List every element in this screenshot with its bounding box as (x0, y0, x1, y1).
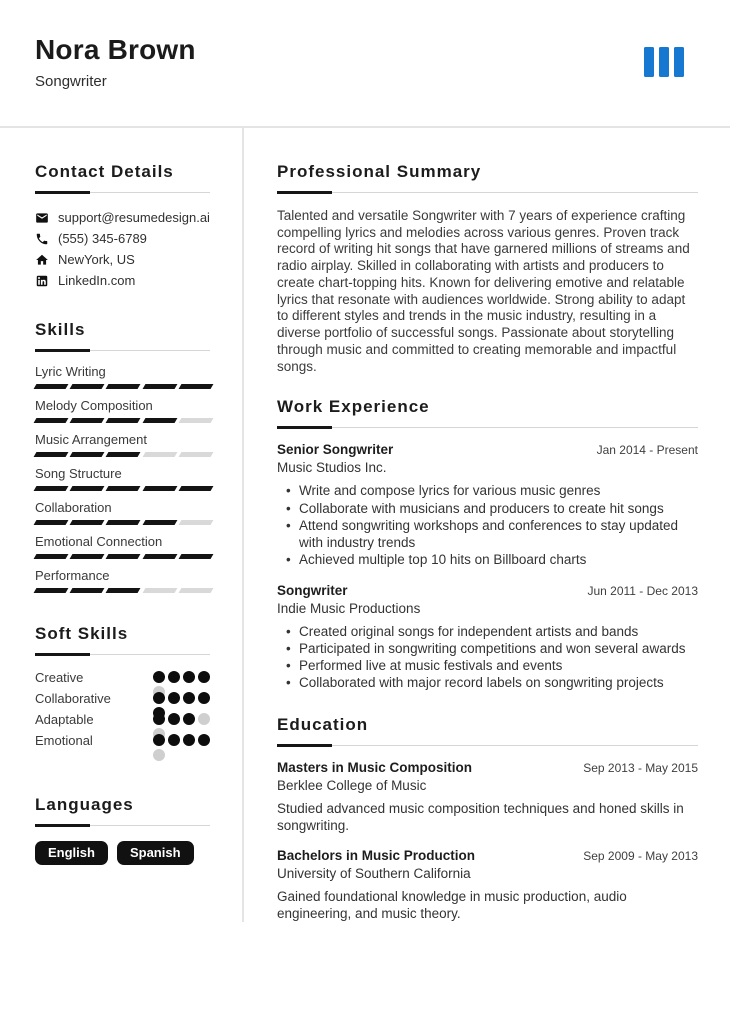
contact-heading: Contact Details (35, 162, 174, 181)
education-entry (277, 760, 698, 834)
language-badge: English (35, 841, 108, 865)
soft-skill-name: Creative (35, 670, 84, 685)
dot-filled (153, 713, 165, 725)
contact-text: LinkedIn.com (58, 273, 136, 288)
heading-rule (277, 424, 698, 428)
section-summary (277, 162, 698, 375)
dot-filled (153, 671, 165, 683)
contact-text: NewYork, US (58, 252, 135, 267)
soft-skill-item (35, 688, 210, 709)
skills-heading: Skills (35, 320, 86, 339)
job-title: Songwriter (277, 582, 348, 598)
degree-title: Bachelors in Music Production (277, 847, 476, 863)
resume-header (0, 0, 730, 128)
job-bullet: • Collaborated with major record labels on songwriting projects (277, 674, 698, 691)
job-company: Music Studios Inc. (277, 460, 387, 476)
heading-rule (35, 189, 210, 193)
skill-item (35, 432, 210, 457)
job-bullet: • Achieved multiple top 10 hits on Billboard charts (277, 551, 698, 568)
dot-filled (153, 692, 165, 704)
job-title: Senior Songwriter (277, 442, 394, 458)
heading-rule (277, 742, 698, 746)
job-company: Indie Music Productions (277, 600, 421, 616)
dot-filled (168, 692, 180, 704)
skill-item (35, 398, 210, 423)
job-entry (277, 583, 698, 692)
dot-filled (168, 713, 180, 725)
summary-heading: Professional Summary (277, 162, 482, 181)
skill-item (35, 568, 210, 593)
heading-rule (277, 189, 698, 193)
contact-text: (555) 345-6789 (58, 231, 147, 246)
skill-level-bar (35, 418, 212, 423)
linkedin-icon (35, 274, 49, 288)
jobs-list (277, 442, 698, 691)
section-soft-skills (35, 624, 210, 751)
dot-filled (198, 734, 210, 746)
job-bullet: • Write and compose lyrics for various music genres (277, 482, 698, 499)
skill-name: Collaboration (35, 500, 112, 515)
skill-item (35, 534, 210, 559)
education-description: Gained foundational knowledge in music production, audio engineering, and music theory. (277, 888, 627, 921)
soft-skill-name: Collaborative (35, 691, 111, 706)
dot-filled (153, 734, 165, 746)
summary-text: Talented and versatile Songwriter with 7 years of experience crafting compelling lyrics and melodies across various genres. Proven track record of writing hit songs that have garnered millions of streams and radio airplay. Skilled in collaborating with artists and producers to create chart-topping hits. Known for delivering emotive and relatable lyrics that resonate with audiences worldwide. Strong ability to adapt to different styles and trends in the music industry, resulting in a diverse portfolio of successful songs. Passionate about storytelling through music and committed to creating memorable and impactful songs. (277, 208, 690, 374)
degree-dates: Sep 2013 - May 2015 (583, 760, 698, 775)
section-skills (35, 320, 210, 593)
dot-empty (198, 713, 210, 725)
contact-row[interactable] (35, 270, 210, 291)
soft-skill-name: Adaptable (35, 712, 94, 727)
dot-filled (198, 692, 210, 704)
education-entry (277, 848, 698, 922)
dot-filled (168, 671, 180, 683)
soft-skill-name: Emotional (35, 733, 93, 748)
skill-level-bar (35, 520, 212, 525)
soft-skill-level-dots (153, 713, 210, 725)
soft-skill-item (35, 709, 210, 730)
contact-row (35, 249, 210, 270)
person-name: Nora Brown (35, 34, 196, 65)
job-bullets (277, 623, 698, 692)
left-column (0, 128, 244, 922)
logo-bars-icon (644, 47, 684, 77)
section-work-experience (277, 397, 698, 691)
dot-filled (168, 734, 180, 746)
language-badge: Spanish (117, 841, 194, 865)
job-bullet: • Created original songs for independent artists and bands (277, 623, 698, 640)
skill-item (35, 364, 210, 389)
soft-skill-level-dots (153, 734, 210, 746)
work-heading: Work Experience (277, 397, 430, 417)
dot-filled (183, 734, 195, 746)
job-dates: Jan 2014 - Present (596, 443, 698, 458)
skill-item (35, 466, 210, 491)
school-name: Berklee College of Music (277, 777, 427, 793)
skill-level-bar (35, 588, 212, 593)
dot-filled (183, 671, 195, 683)
skill-level-bar (35, 486, 212, 491)
soft-skill-level-dots (153, 671, 210, 683)
education-list (277, 760, 698, 922)
phone-icon (35, 232, 49, 246)
skill-level-bar (35, 554, 212, 559)
job-dates: Jun 2011 - Dec 2013 (587, 583, 698, 598)
skill-item (35, 500, 210, 525)
job-bullet: • Collaborate with musicians and producers to create hit songs (277, 500, 698, 517)
job-bullet: • Performed live at music festivals and events (277, 657, 698, 674)
skill-name: Emotional Connection (35, 534, 163, 549)
soft-skills-list (35, 667, 210, 751)
skill-level-bar (35, 452, 212, 457)
skill-name: Song Structure (35, 466, 122, 481)
skill-level-bar (35, 384, 212, 389)
skill-name: Melody Composition (35, 398, 153, 413)
job-bullets (277, 482, 698, 568)
contact-list (35, 207, 210, 291)
heading-rule (35, 822, 210, 826)
soft-skills-heading: Soft Skills (35, 624, 129, 643)
job-bullet: • Attend songwriting workshops and conferences to stay updated with industry trends (277, 517, 698, 552)
job-entry (277, 442, 698, 568)
soft-skill-item (35, 730, 210, 751)
education-description: Studied advanced music composition techniques and honed skills in songwriting. (277, 800, 684, 833)
skill-name: Performance (35, 568, 110, 583)
header-identity (35, 34, 196, 90)
dot-filled (183, 713, 195, 725)
languages-heading: Languages (35, 795, 134, 814)
contact-row[interactable] (35, 207, 210, 228)
home-icon (35, 253, 49, 267)
section-languages (35, 795, 210, 865)
language-badges (35, 841, 210, 865)
contact-text: support@resumedesign.ai (58, 210, 210, 225)
heading-rule (35, 651, 210, 655)
dot-filled (183, 692, 195, 704)
right-column (244, 128, 730, 922)
skills-list (35, 364, 210, 593)
skill-name: Lyric Writing (35, 364, 106, 379)
section-education (277, 715, 698, 922)
soft-skill-item (35, 667, 210, 688)
skill-name: Music Arrangement (35, 432, 147, 447)
degree-dates: Sep 2009 - May 2013 (583, 848, 698, 863)
soft-skill-level-dots (153, 692, 210, 704)
section-contact (35, 162, 210, 291)
contact-row (35, 228, 210, 249)
dot-filled (198, 671, 210, 683)
job-bullet: • Participated in songwriting competitions and won several awards (277, 640, 698, 657)
school-name: University of Southern California (277, 865, 471, 881)
resume-body (0, 128, 730, 922)
heading-rule (35, 347, 210, 351)
dot-empty (153, 749, 165, 761)
email-icon (35, 211, 49, 225)
education-heading: Education (277, 714, 369, 734)
person-title: Songwriter (35, 73, 107, 90)
degree-title: Masters in Music Composition (277, 759, 473, 775)
